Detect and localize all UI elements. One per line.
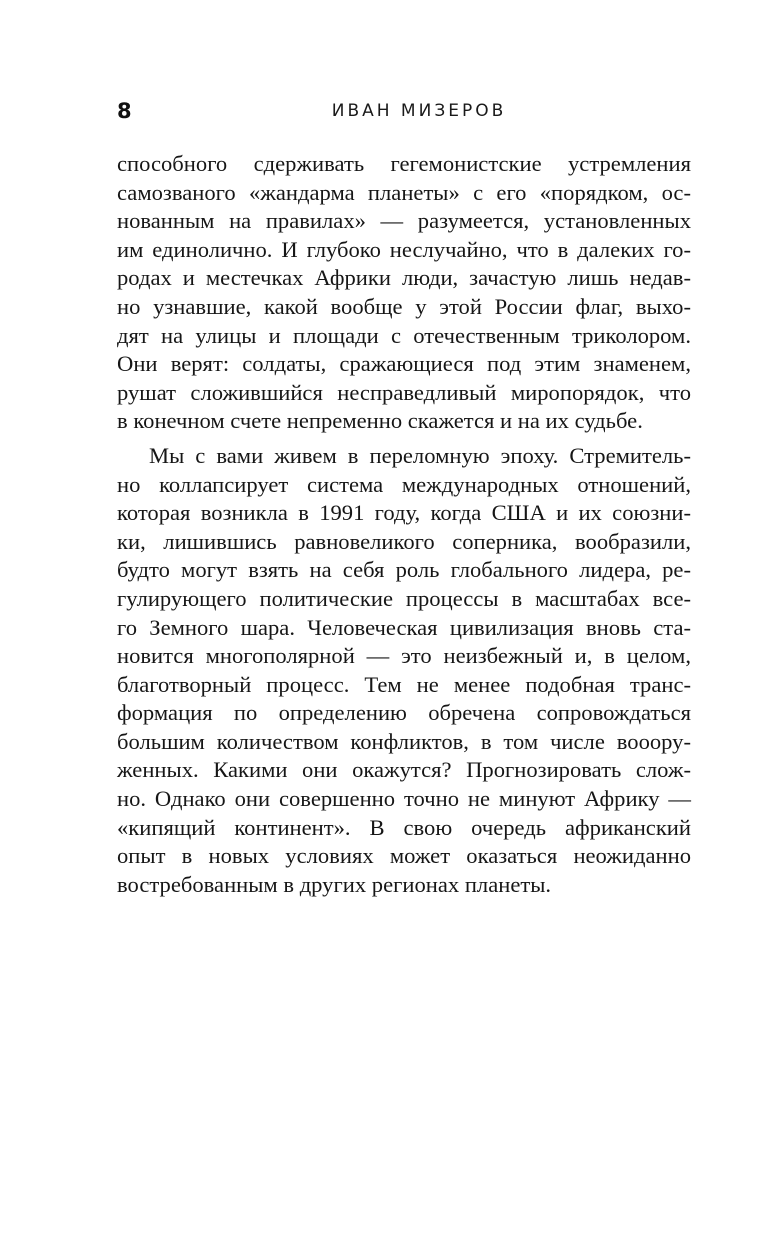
text-line: родах и местечках Африки люди, зачастую лишь недав- xyxy=(117,265,691,291)
text-line: им единолично. И глубоко неслучайно, что в далеких го- xyxy=(117,236,691,262)
text-line: формация по определению обречена сопровождаться xyxy=(117,700,691,726)
text-line: ки, лишившись равновеликого соперника, вообразили, xyxy=(117,528,691,554)
text-line: способного сдерживать гегемонистские устремления xyxy=(117,151,691,176)
paragraph-2 xyxy=(117,442,691,900)
text-line: Мы с вами живем в переломную эпоху. Стремитель- xyxy=(149,442,691,468)
text-line: Они верят: солдаты, сражающиеся под этим знаменем, xyxy=(117,351,691,377)
text-line: опыт в новых условиях может оказаться неожиданно xyxy=(117,843,691,869)
text-line: дят на улицы и площади с отечественным триколором. xyxy=(117,322,691,348)
text-line: самозваного «жандарма планеты» с его «порядком, ос- xyxy=(117,179,691,205)
text-line: но. Однако они совершенно точно не минуют Африку — xyxy=(117,786,691,812)
text-line: будто могут взять на себя роль глобального лидера, ре- xyxy=(117,557,691,583)
text-line: но коллапсирует система международных отношений, xyxy=(117,471,691,497)
text-line: новится многополярной — это неизбежный и, в целом, xyxy=(117,643,691,669)
text-line: в конечном счете непременно скажется и на их судьбе. xyxy=(117,408,643,434)
text-line: большим количеством конфликтов, в том числе вооору- xyxy=(117,728,691,754)
text-line: благотворный процесс. Тем не менее подобная транс- xyxy=(117,671,691,697)
text-line: го Земного шара. Человеческая цивилизация вновь ста- xyxy=(117,614,691,640)
text-line: гулирующего политические процессы в масштабах все- xyxy=(117,585,691,611)
author-name: ИВАН МИЗЕРОВ xyxy=(331,101,507,121)
text-line: рушат сложившийся несправедливый миропорядок, что xyxy=(117,379,691,405)
paragraph-1 xyxy=(117,150,691,436)
text-line: «кипящий континент». В свою очередь африканский xyxy=(117,814,691,840)
text-line: востребованным в других регионах планеты. xyxy=(117,871,552,897)
text-line: нованным на правилах» — разумеется, установленных xyxy=(117,208,691,234)
body-text xyxy=(117,150,691,899)
page-number: 8 xyxy=(117,99,132,123)
text-line: женных. Какими они окажутся? Прогнозировать слож- xyxy=(117,757,691,783)
text-line: которая возникла в 1991 году, когда США и их союзни- xyxy=(117,500,691,526)
running-head xyxy=(117,96,691,126)
text-line: но узнавшие, какой вообще у этой России флаг, выхо- xyxy=(117,293,691,319)
